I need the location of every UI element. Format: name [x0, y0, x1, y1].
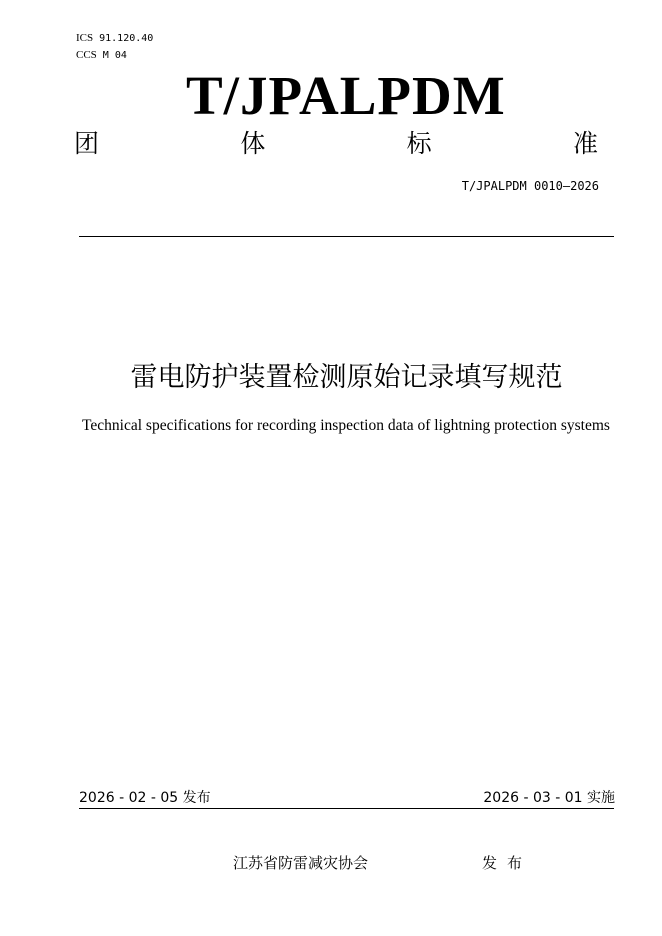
ccs-line	[76, 49, 127, 62]
ics-label: ICS	[76, 32, 94, 44]
standard-type-char: 准	[572, 129, 598, 158]
standard-number: T/JPALPDM 0010—2026	[461, 179, 599, 193]
document-title-cn: 雷电防护装置检测原始记录填写规范	[130, 362, 563, 393]
ics-line	[76, 32, 153, 45]
publish-action: 发布	[482, 854, 533, 872]
header-divider	[79, 236, 614, 237]
ccs-code: M 04	[102, 50, 127, 61]
document-title-en: Technical specifications for recording inspection data of lightning protection systems	[82, 417, 610, 434]
standard-type-char: 体	[240, 129, 266, 158]
ics-code: 91.120.40	[99, 33, 154, 44]
ccs-label: CCS	[76, 49, 97, 61]
issue-date: 2026 - 02 - 05 发布	[79, 790, 211, 806]
footer-divider	[79, 808, 614, 809]
standard-type-char: 团	[74, 129, 100, 158]
date-row	[79, 788, 615, 808]
standard-type-char: 标	[406, 129, 432, 158]
publisher-name: 江苏省防雷减灾协会	[233, 854, 369, 872]
standard-type	[74, 128, 598, 160]
organization-code: T/JPALPDM	[186, 65, 506, 126]
effective-date: 2026 - 03 - 01 实施	[483, 790, 615, 806]
